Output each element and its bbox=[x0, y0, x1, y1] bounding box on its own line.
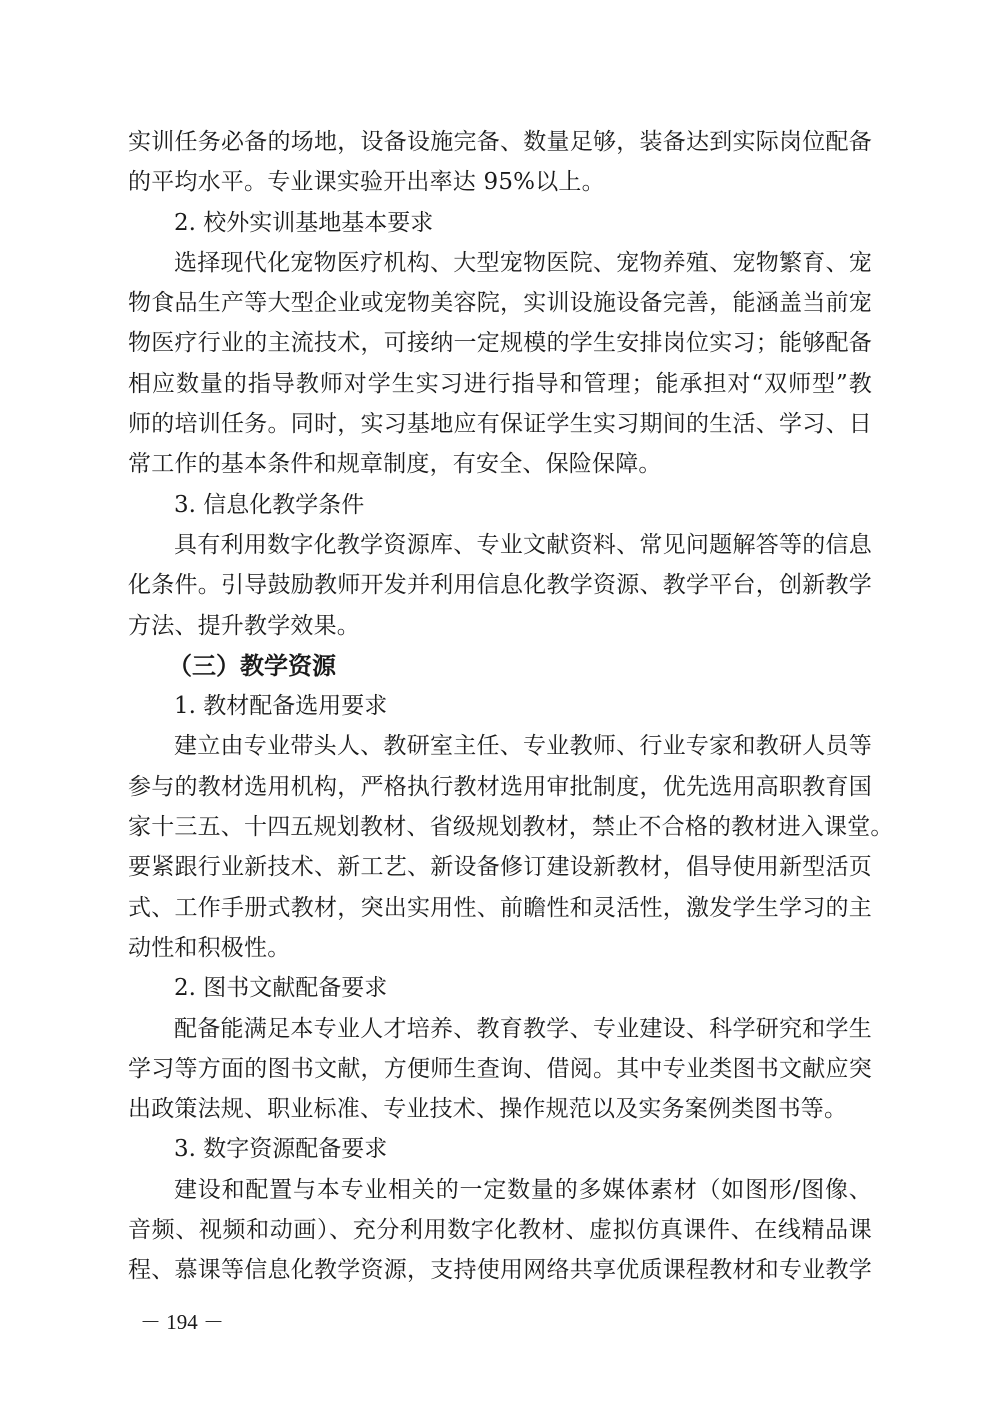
paragraph-offcampus-base bbox=[128, 243, 872, 485]
section-title-teaching-resources: （三）教学资源 bbox=[168, 651, 336, 680]
text-line: 方法、提升教学效果。 bbox=[128, 612, 360, 639]
paragraph-it-conditions bbox=[128, 525, 872, 646]
text-line: 建立由专业带头人、教研室主任、专业教师、行业专家和教研人员等 bbox=[174, 733, 872, 760]
item-heading-digital-resources: 3. 数字资源配备要求 bbox=[174, 1136, 388, 1163]
text-line: 化条件。引导鼓励教师开发并利用信息化教学资源、教学平台，创新教学 bbox=[128, 572, 872, 599]
text-line: 的平均水平。专业课实验开出率达 95%以上。 bbox=[128, 169, 605, 196]
text-line: 家十三五、十四五规划教材、省级规划教材，禁止不合格的教材进入课堂。 bbox=[128, 814, 894, 841]
text-line: 物食品生产等大型企业或宠物美容院，实训设施设备完善，能涵盖当前宠 bbox=[128, 290, 872, 317]
text-line: 师的培训任务。同时，实习基地应有保证学生实习期间的生活、学习、日 bbox=[128, 411, 872, 438]
text-line: 音频、视频和动画）、充分利用数字化教材、虚拟仿真课件、在线精品课 bbox=[128, 1217, 872, 1244]
text-line: 式、工作手册式教材，突出实用性、前瞻性和灵活性，激发学生学习的主 bbox=[128, 894, 872, 921]
page-content bbox=[128, 122, 894, 1291]
text-line: 动性和积极性。 bbox=[128, 934, 291, 961]
item-heading-textbooks: 1. 教材配备选用要求 bbox=[174, 693, 388, 720]
item-heading-it-conditions: 3. 信息化教学条件 bbox=[174, 491, 365, 518]
text-line: 具有利用数字化教学资源库、专业文献资料、常见问题解答等的信息 bbox=[174, 531, 872, 558]
item-heading-library: 2. 图书文献配备要求 bbox=[174, 975, 388, 1002]
text-line: 配备能满足本专业人才培养、教育教学、专业建设、科学研究和学生 bbox=[174, 1015, 872, 1042]
item-heading-offcampus-base: 2. 校外实训基地基本要求 bbox=[174, 209, 434, 236]
paragraph-intro bbox=[128, 122, 872, 203]
paragraph-digital-resources bbox=[128, 1170, 872, 1291]
text-line: 出政策法规、职业标准、专业技术、操作规范以及实务案例类图书等。 bbox=[128, 1096, 848, 1123]
paragraph-textbooks bbox=[128, 726, 894, 968]
text-line: 实训任务必备的场地，设备设施完备、数量足够，装备达到实际岗位配备 bbox=[128, 129, 872, 155]
text-line: 程、慕课等信息化教学资源，支持使用网络共享优质课程教材和专业教学 bbox=[128, 1257, 872, 1284]
text-line: 相应数量的指导教师对学生实习进行指导和管理；能承担对“双师型”教 bbox=[128, 370, 872, 397]
text-line: 参与的教材选用机构，严格执行教材选用审批制度，优先选用高职教育国 bbox=[128, 773, 872, 800]
page-number: － 194 － bbox=[140, 1310, 224, 1334]
paragraph-library bbox=[128, 1009, 872, 1130]
text-line: 要紧跟行业新技术、新工艺、新设备修订建设新教材，倡导使用新型活页 bbox=[128, 854, 872, 881]
text-line: 物医疗行业的主流技术，可接纳一定规模的学生安排岗位实习；能够配备 bbox=[128, 330, 872, 357]
text-line: 选择现代化宠物医疗机构、大型宠物医院、宠物养殖、宠物繁育、宠 bbox=[174, 249, 872, 276]
text-line: 学习等方面的图书文献，方便师生查询、借阅。其中专业类图书文献应突 bbox=[128, 1055, 872, 1082]
text-line: 常工作的基本条件和规章制度，有安全、保险保障。 bbox=[128, 451, 662, 478]
text-line: 建设和配置与本专业相关的一定数量的多媒体素材（如图形/图像、 bbox=[174, 1176, 872, 1203]
